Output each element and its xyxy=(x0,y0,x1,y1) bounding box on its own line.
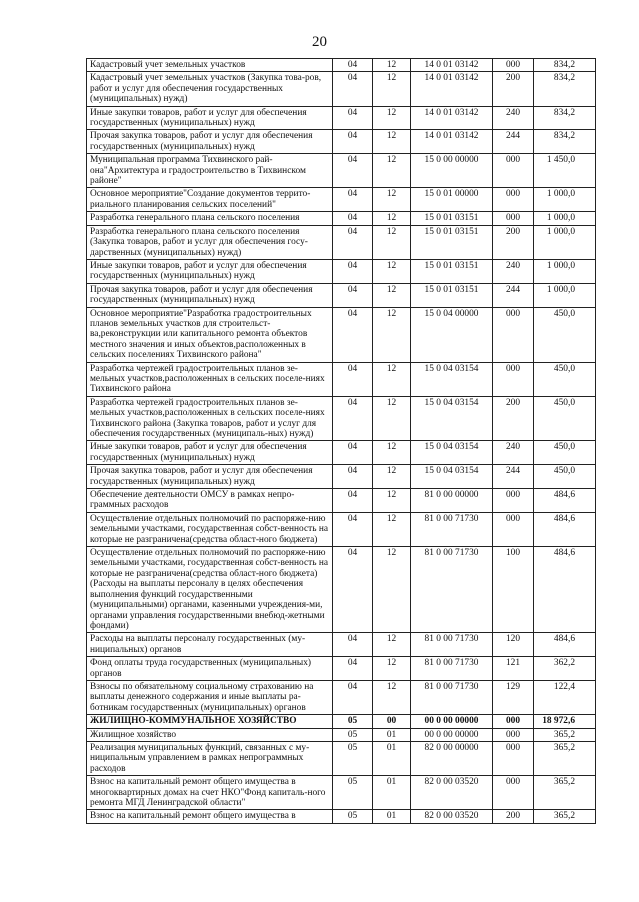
subsection-code: 12 xyxy=(373,633,411,657)
row-name: Разработка чертежей градостроительных планов зе-мельных участков,расположенных в сельских поселе-ниях Тихвинского района xyxy=(87,362,333,396)
table-row xyxy=(87,512,596,546)
expense-type-code: 240 xyxy=(493,106,534,130)
subsection-code: 12 xyxy=(373,72,411,106)
row-name: Взнос на капитальный ремонт общего имущества в xyxy=(87,810,333,823)
expense-type-code: 000 xyxy=(493,776,534,810)
row-name: Кадастровый учет земельных участков (Закупка това-ров, работ и услуг для обеспечения государственных (муниципальных) нужд) xyxy=(87,72,333,106)
section-code: 04 xyxy=(333,633,373,657)
target-article-code: 81 0 00 71730 xyxy=(411,512,493,546)
table-row xyxy=(87,741,596,775)
subsection-code: 00 xyxy=(373,715,411,728)
target-article-code: 00 0 00 00000 xyxy=(411,715,493,728)
subsection-code: 12 xyxy=(373,188,411,212)
table-row xyxy=(87,715,596,728)
row-name: Иные закупки товаров, работ и услуг для обеспечения государственных (муниципальных) нужд xyxy=(87,441,333,465)
subsection-code: 01 xyxy=(373,776,411,810)
section-code: 04 xyxy=(333,283,373,307)
amount: 1 000,0 xyxy=(534,259,596,283)
subsection-code: 12 xyxy=(373,362,411,396)
amount: 834,2 xyxy=(534,59,596,72)
expense-type-code: 244 xyxy=(493,465,534,489)
section-code: 04 xyxy=(333,680,373,714)
target-article-code: 15 0 01 03151 xyxy=(411,283,493,307)
target-article-code: 00 0 00 00000 xyxy=(411,728,493,741)
subsection-code: 12 xyxy=(373,657,411,681)
target-article-code: 15 0 00 00000 xyxy=(411,154,493,188)
subsection-code: 12 xyxy=(373,283,411,307)
subsection-code: 12 xyxy=(373,154,411,188)
row-name: Прочая закупка товаров, работ и услуг для обеспечения государственных (муниципальных) нужд xyxy=(87,130,333,154)
row-name: Взнос на капитальный ремонт общего имущества в многоквартирных домах на счет НКО"Фонд капиталь-ного ремонта МГД Ленинградской области" xyxy=(87,776,333,810)
row-name: Фонд оплаты труда государственных (муниципальных) органов xyxy=(87,657,333,681)
expense-type-code: 000 xyxy=(493,154,534,188)
row-name: Разработка генерального плана сельского поселения xyxy=(87,212,333,225)
subsection-code: 12 xyxy=(373,259,411,283)
target-article-code: 15 0 04 03154 xyxy=(411,465,493,489)
section-code: 04 xyxy=(333,547,373,633)
table-row xyxy=(87,465,596,489)
target-article-code: 14 0 01 03142 xyxy=(411,106,493,130)
target-article-code: 82 0 00 03520 xyxy=(411,810,493,823)
expense-type-code: 240 xyxy=(493,441,534,465)
target-article-code: 15 0 01 03151 xyxy=(411,212,493,225)
table-row xyxy=(87,489,596,513)
amount: 450,0 xyxy=(534,465,596,489)
table-row xyxy=(87,225,596,259)
subsection-code: 12 xyxy=(373,680,411,714)
section-code: 05 xyxy=(333,728,373,741)
table-row xyxy=(87,188,596,212)
section-code: 04 xyxy=(333,225,373,259)
amount: 1 000,0 xyxy=(534,283,596,307)
subsection-code: 12 xyxy=(373,547,411,633)
section-code: 04 xyxy=(333,130,373,154)
section-code: 04 xyxy=(333,106,373,130)
target-article-code: 81 0 00 71730 xyxy=(411,680,493,714)
table-row xyxy=(87,59,596,72)
target-article-code: 14 0 01 03142 xyxy=(411,130,493,154)
target-article-code: 15 0 04 00000 xyxy=(411,307,493,362)
target-article-code: 82 0 00 00000 xyxy=(411,741,493,775)
table-row xyxy=(87,259,596,283)
section-code: 05 xyxy=(333,715,373,728)
table-row xyxy=(87,547,596,633)
amount: 484,6 xyxy=(534,489,596,513)
target-article-code: 14 0 01 03142 xyxy=(411,59,493,72)
row-name: Иные закупки товаров, работ и услуг для обеспечения государственных (муниципальных) нужд xyxy=(87,259,333,283)
expense-type-code: 244 xyxy=(493,130,534,154)
amount: 18 972,6 xyxy=(534,715,596,728)
row-name: Расходы на выплаты персоналу государственных (му-ниципальных) органов xyxy=(87,633,333,657)
amount: 1 000,0 xyxy=(534,225,596,259)
amount: 834,2 xyxy=(534,130,596,154)
section-code: 04 xyxy=(333,307,373,362)
row-name: Основное мероприятие"Создание документов террито-риального планирования сельских поселений" xyxy=(87,188,333,212)
amount: 1 450,0 xyxy=(534,154,596,188)
row-name: Взносы по обязательному социальному страхованию на выплаты денежного содержания и иные выплаты ра-ботникам государственных (муниципальных) органов xyxy=(87,680,333,714)
subsection-code: 12 xyxy=(373,59,411,72)
expense-type-code: 000 xyxy=(493,307,534,362)
target-article-code: 15 0 01 00000 xyxy=(411,188,493,212)
budget-table xyxy=(86,58,596,824)
table-row xyxy=(87,130,596,154)
row-name: Обеспечение деятельности ОМСУ в рамках непро-граммных расходов xyxy=(87,489,333,513)
amount: 450,0 xyxy=(534,307,596,362)
expense-type-code: 200 xyxy=(493,810,534,823)
amount: 122,4 xyxy=(534,680,596,714)
subsection-code: 12 xyxy=(373,489,411,513)
table-row xyxy=(87,106,596,130)
table-row xyxy=(87,307,596,362)
amount: 365,2 xyxy=(534,810,596,823)
row-name: Разработка генерального плана сельского поселения (Закупка товаров, работ и услуг для обеспечения госу-дарственных (муниципальных) нужд) xyxy=(87,225,333,259)
amount: 484,6 xyxy=(534,547,596,633)
subsection-code: 12 xyxy=(373,307,411,362)
section-code: 04 xyxy=(333,188,373,212)
subsection-code: 12 xyxy=(373,465,411,489)
section-code: 05 xyxy=(333,810,373,823)
table-row xyxy=(87,283,596,307)
amount: 362,2 xyxy=(534,657,596,681)
row-name: Осуществление отдельных полномочий по распоряже-нию земельными участками, государственная собст-венность на которые не разграничена(средства област-ного бюджета) (Расходы на выплаты персоналу в целях обеспечения выполнения функций государственными (муниципальными) органами, казенными учреждения-ми, органами управления государственными внебюд-жетными фондами) xyxy=(87,547,333,633)
expense-type-code: 000 xyxy=(493,188,534,212)
amount: 450,0 xyxy=(534,362,596,396)
table-row xyxy=(87,776,596,810)
subsection-code: 01 xyxy=(373,728,411,741)
expense-type-code: 000 xyxy=(493,59,534,72)
table-row xyxy=(87,633,596,657)
section-code: 04 xyxy=(333,212,373,225)
target-article-code: 81 0 00 00000 xyxy=(411,489,493,513)
row-name: Прочая закупка товаров, работ и услуг для обеспечения государственных (муниципальных) нужд xyxy=(87,283,333,307)
expense-type-code: 120 xyxy=(493,633,534,657)
expense-type-code: 100 xyxy=(493,547,534,633)
target-article-code: 15 0 04 03154 xyxy=(411,441,493,465)
row-name: Осуществление отдельных полномочий по распоряже-нию земельными участками, государственная собст-венность на которые не разграничена(средства област-ного бюджета) xyxy=(87,512,333,546)
target-article-code: 81 0 00 71730 xyxy=(411,547,493,633)
table-row xyxy=(87,396,596,441)
table-row xyxy=(87,728,596,741)
subsection-code: 12 xyxy=(373,396,411,441)
expense-type-code: 000 xyxy=(493,741,534,775)
section-code: 04 xyxy=(333,59,373,72)
table-row xyxy=(87,441,596,465)
expense-type-code: 240 xyxy=(493,259,534,283)
section-code: 04 xyxy=(333,512,373,546)
table-row xyxy=(87,362,596,396)
table-row xyxy=(87,680,596,714)
amount: 1 000,0 xyxy=(534,212,596,225)
expense-type-code: 200 xyxy=(493,396,534,441)
section-code: 04 xyxy=(333,154,373,188)
table-row xyxy=(87,212,596,225)
target-article-code: 14 0 01 03142 xyxy=(411,72,493,106)
row-name: Прочая закупка товаров, работ и услуг для обеспечения государственных (муниципальных) нужд xyxy=(87,465,333,489)
target-article-code: 15 0 04 03154 xyxy=(411,396,493,441)
row-name: Реализация муниципальных функций, связанных с му-ниципальным управлением в рамках непрограммных расходов xyxy=(87,741,333,775)
page-number: 20 xyxy=(312,34,327,50)
section-code: 04 xyxy=(333,362,373,396)
row-name: ЖИЛИЩНО-КОММУНАЛЬНОЕ ХОЗЯЙСТВО xyxy=(87,715,333,728)
section-code: 05 xyxy=(333,776,373,810)
table-row xyxy=(87,810,596,823)
target-article-code: 82 0 00 03520 xyxy=(411,776,493,810)
subsection-code: 12 xyxy=(373,212,411,225)
row-name: Основное мероприятие"Разработка градостроительных планов земельных участков для строительст-ва,реконструкции или капитального ремонта объектов местного значения и иных объектов,расположенных в сельских поселениях Тихвинского района" xyxy=(87,307,333,362)
subsection-code: 01 xyxy=(373,810,411,823)
row-name: Муниципальная программа Тихвинского рай-она"Архитектура и градостроительство в Тихвинском районе" xyxy=(87,154,333,188)
amount: 365,2 xyxy=(534,776,596,810)
expense-type-code: 000 xyxy=(493,715,534,728)
section-code: 04 xyxy=(333,441,373,465)
subsection-code: 12 xyxy=(373,441,411,465)
target-article-code: 15 0 04 03154 xyxy=(411,362,493,396)
amount: 484,6 xyxy=(534,633,596,657)
budget-table-body xyxy=(87,59,596,824)
target-article-code: 81 0 00 71730 xyxy=(411,633,493,657)
target-article-code: 15 0 01 03151 xyxy=(411,225,493,259)
target-article-code: 15 0 01 03151 xyxy=(411,259,493,283)
amount: 365,2 xyxy=(534,741,596,775)
row-name: Жилищное хозяйство xyxy=(87,728,333,741)
subsection-code: 12 xyxy=(373,130,411,154)
subsection-code: 12 xyxy=(373,225,411,259)
expense-type-code: 129 xyxy=(493,680,534,714)
amount: 484,6 xyxy=(534,512,596,546)
section-code: 04 xyxy=(333,259,373,283)
amount: 1 000,0 xyxy=(534,188,596,212)
amount: 834,2 xyxy=(534,106,596,130)
expense-type-code: 244 xyxy=(493,283,534,307)
amount: 365,2 xyxy=(534,728,596,741)
section-code: 04 xyxy=(333,72,373,106)
subsection-code: 12 xyxy=(373,106,411,130)
expense-type-code: 000 xyxy=(493,362,534,396)
expense-type-code: 000 xyxy=(493,212,534,225)
section-code: 04 xyxy=(333,396,373,441)
subsection-code: 12 xyxy=(373,512,411,546)
section-code: 05 xyxy=(333,741,373,775)
section-code: 04 xyxy=(333,657,373,681)
expense-type-code: 000 xyxy=(493,728,534,741)
expense-type-code: 200 xyxy=(493,72,534,106)
amount: 450,0 xyxy=(534,441,596,465)
target-article-code: 81 0 00 71730 xyxy=(411,657,493,681)
subsection-code: 01 xyxy=(373,741,411,775)
table-row xyxy=(87,657,596,681)
table-row xyxy=(87,72,596,106)
section-code: 04 xyxy=(333,465,373,489)
expense-type-code: 000 xyxy=(493,512,534,546)
expense-type-code: 121 xyxy=(493,657,534,681)
amount: 834,2 xyxy=(534,72,596,106)
row-name: Иные закупки товаров, работ и услуг для обеспечения государственных (муниципальных) нужд xyxy=(87,106,333,130)
table-row xyxy=(87,154,596,188)
expense-type-code: 000 xyxy=(493,489,534,513)
section-code: 04 xyxy=(333,489,373,513)
amount: 450,0 xyxy=(534,396,596,441)
row-name: Разработка чертежей градостроительных планов зе-мельных участков,расположенных в сельских поселе-ниях Тихвинского района (Закупка товаров, работ и услуг для обеспечения государственных (муниципаль-ных) нужд) xyxy=(87,396,333,441)
row-name: Кадастровый учет земельных участков xyxy=(87,59,333,72)
expense-type-code: 200 xyxy=(493,225,534,259)
